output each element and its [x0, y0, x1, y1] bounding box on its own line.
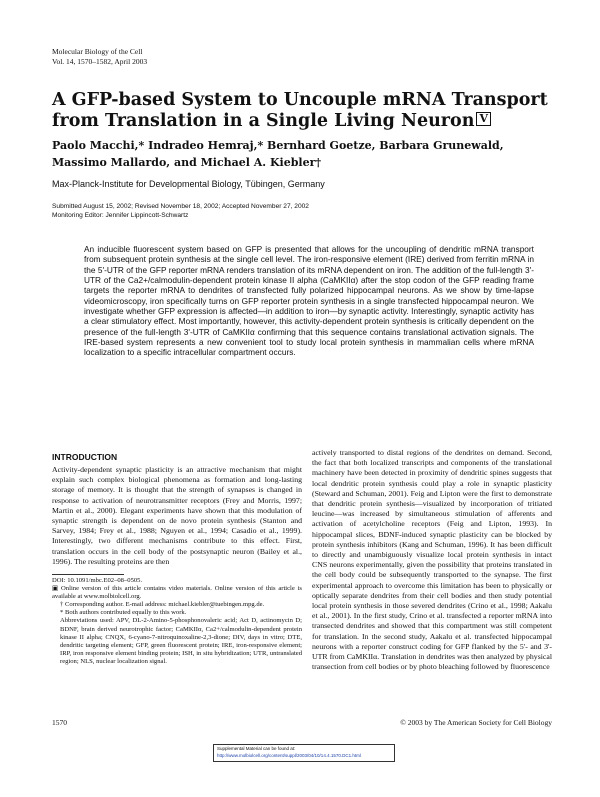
footnote-abbreviations: Abbreviations used: APV, DL-2-Amino-5-phosphonovaleric acid; Act D, actinomycin D; BDNF, brain derived neurotrophic factor; CaMKIIα, Ca2+/calmodulin-dependent protein kinase II alpha; CNQX, 6-cyano-7-nitroquinoxaline-2,3-dione; DIV, days in vitro; DTE, dendritic targeting element; GFP, green fluorescent protein; IRE, iron-responsive element; IRP, iron responsive element binding protein; ISH, in situ hybridization; UTR, untranslated region; NLS, nuclear localization signal.: [60, 617, 302, 665]
body-column-right: actively transported to distal regions of the dendrites on demand. Second, the fact that both localized transcripts and components of the translational machinery have been detected in proximity of dendritic spines suggests that local dendritic protein synthesis could play a role in synaptic plasticity (Steward and Schuman, 2001). Feig and Lipton were the first to demonstrate that dendritic protein synthesis—visualized by incorporation of tritiated leucine—was increased by simultaneous stimulation of afferents and activation of acetylcholine receptors (Feig and Lipton, 1993). In hippocampal slices, BDNF-induced synaptic plasticity can be blocked by protein synthesis inhibitors (Kang and Schuman, 1996). It has been difficult to directly and unambiguously visualize local protein synthesis in intact CNS neurons experimentally, given the possibility that proteins translated in the cell body could be subsequently transported to the synapse. The first experimental approach to overcome this limitation has been to physically or optically separate dendrites from their cell bodies and then study potential local protein synthesis in those severed dendrites (Crino et al., 1998; Aakalu et al., 2001). In the first study, Crino et al. transfected a reporter mRNA into transected dendrites and showed that this compartment was still competent for translation. In the second study, Aakalu et al. transfected hippocampal neurons with a reporter construct coding for GFP flanked by the 5'- and 3'-UTR from CaMKIIα. Translation in dendrites was then analyzed by physical transection from cell bodies or by photo bleaching followed by fluorescence: [312, 448, 552, 672]
affiliation: Max-Planck-Institute for Developmental Biology, Tübingen, Germany: [52, 179, 325, 189]
journal-name: Molecular Biology of the Cell: [52, 47, 143, 56]
article-title: [52, 90, 572, 132]
video-mark-icon: ▣: [52, 585, 62, 593]
section-heading-introduction: INTRODUCTION: [52, 452, 118, 462]
footnote-divider: [52, 574, 124, 575]
authors-line-1: Paolo Macchi,* Indradeo Hemraj,* Bernhard Goetze, Barbara Grunewald,: [52, 139, 504, 152]
footnote-doi: DOI: 10.1091/mbc.E02–08–0505.: [52, 577, 143, 584]
supplemental-link[interactable]: http://www.molbiolcell.org/content/suppl/2003/04/10/14.4.1570.DC1.html: [217, 752, 361, 758]
title-text: A GFP-based System to Uncouple mRNA Transport from Translation in a Single Living Neuron: [52, 90, 548, 131]
page-number: 1570: [52, 718, 67, 727]
journal-volume: Vol. 14, 1570–1582, April 2003: [52, 57, 148, 66]
dates-line-1: Submitted August 15, 2002; Revised November 18, 2002; Accepted November 27, 2002: [52, 203, 309, 210]
author-list: [52, 137, 572, 171]
video-icon: V: [476, 112, 491, 126]
monitoring-editor: Monitoring Editor: Jennifer Lippincott-Schwartz: [52, 211, 189, 219]
footnote-video: [52, 585, 302, 601]
authors-line-2: Massimo Mallardo, and Michael A. Kiebler†: [52, 156, 322, 169]
submission-dates: [52, 203, 309, 220]
footnote-video-text: Online version of this article contains video materials. Online version of this article is available at www.molbiolcell.org.: [52, 585, 302, 601]
supplemental-label: Supplemental Material can be found at:: [217, 746, 296, 751]
footnotes: [52, 577, 302, 666]
body-column-left: Activity-dependent synaptic plasticity is an attractive mechanism that might explain such complex biological phenomena as formation and long-lasting storage of memory. It is thought that the strength of synapses is changed in response to activation of neurotransmitter receptors (Frey and Morris, 1997; Martin et al., 2000). Elegant experiments have shown that this modulation of synaptic strength is dependent on de novo protein synthesis (Stanton and Sarvey, 1984; Frey et al., 1988; Nguyen et al., 1994; Casadio et al., 1999). Interestingly, two different mechanisms contribute to this effect. First, translation occurs in the cell body of the postsynaptic neuron (Bailey et al., 1996). The resulting proteins are then: [52, 465, 302, 566]
supplemental-material-box: [213, 744, 395, 762]
abstract: An inducible fluorescent system based on GFP is presented that allows for the uncoupling of dendritic mRNA transport from subsequent protein synthesis at the single cell level. The iron-responsive element (IRE) derived from ferritin mRNA in the 5'-UTR of the GFP reporter mRNA renders translation of its mRNA dependent on iron. The addition of the full-length 3'-UTR of the Ca2+/calmodulin-dependent protein kinase II alpha (CaMKIIα) after the stop codon of the GFP reading frame targets the reporter mRNA to dendrites of transfected fully polarized hippocampal neurons. As we show by time-lapse videomicroscopy, iron specifically turns on GFP reporter protein synthesis in a single transfected hippocampal neuron. We investigate whether GFP expression is affected—in addition to iron—by synaptic activity. Interestingly, synaptic activity has a clear stimulatory effect. Most importantly, however, this activity-dependent protein synthesis is critically dependent on the presence of the full-length 3'-UTR of CaMKIIα confirming that this sequence contains translational activation signals. The IRE-based system represents a new convenient tool to study local protein synthesis in mammalian cells where mRNA localization to a specific intracellular compartment occurs.: [84, 244, 534, 358]
journal-header: [52, 47, 147, 67]
footnote-equal: * Both authors contributed equally to this work.: [60, 609, 187, 617]
footnote-corresponding: † Corresponding author. E-mail address: michael.kiebler@tuebingen.mpg.de.: [60, 601, 265, 609]
copyright: © 2003 by The American Society for Cell Biology: [400, 718, 552, 727]
